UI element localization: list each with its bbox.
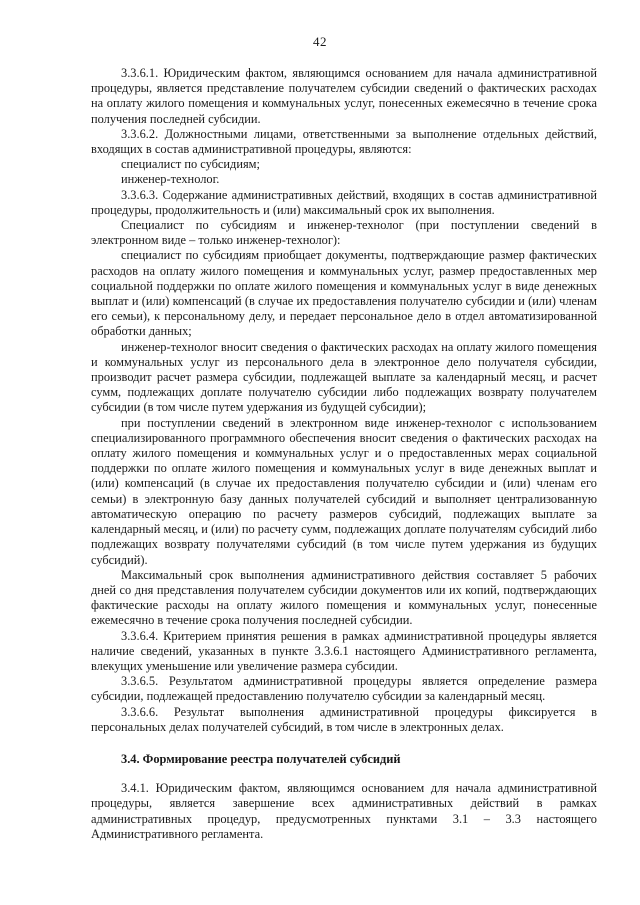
paragraph-engineer-duties: инженер-технолог вносит сведения о фактических расходах на оплату жилого помещения и коммунальных услуг из персонального дела в электронное дело получателя субсидии, производит расчет размера субсидии, подлежащей выплате за календарный месяц, и расчет сумм, подлежащих доплате получателю субсидии либо подлежащих возврату получателем субсидии (в том числе путем удержания из будущей субсидии); (91, 339, 597, 415)
paragraph-3-3-6-1: 3.3.6.1. Юридическим фактом, являющимся основанием для начала административной процедуры, является представление получателем субсидии сведений о фактических расходах на оплату жилого помещения и коммунальных услуг, понесенных ежемесячно в течение срока получения последней субсидии. (91, 66, 597, 126)
paragraph-3-3-6-3: 3.3.6.3. Содержание административных действий, входящих в состав административной процедуры, продолжительность и (или) максимальный срок их выполнения. (91, 187, 597, 217)
paragraph-3-4-1: 3.4.1. Юридическим фактом, являющимся основанием для начала административной процедуры, является завершение всех административных действий в рамках административных процедур, предусмотренных пунктами 3.1 – 3.3 настоящего Административного регламента. (91, 781, 597, 841)
paragraph-3-3-6-5: 3.3.6.5. Результатом административной процедуры является определение размера субсидии, подлежащей предоставлению получателю субсидии за календарный месяц. (91, 674, 597, 704)
paragraph-electronic-submission: при поступлении сведений в электронном виде инженер-технолог с использованием специализированного программного обеспечения вносит сведения о фактических расходах на оплату жилого помещения и коммунальных услуг и о предоставленных мерах социальной поддержки по оплате жилого помещения и коммунальных услуг в виде денежных выплат и (или) компенсаций (в случае их предоставления получателю субсидии и (или) членам его семьи) в электронную базу данных получателей субсидий и выполняет централизованную автоматическую операцию по расчету размеров субсидий, подлежащих выплате за календарный месяц, и (или) по расчету сумм, подлежащих доплате получателям субсидий либо подлежащих возврату получателями субсидий (в том числе путем удержания из будущих субсидий). (91, 415, 597, 567)
page-number: 42 (313, 34, 327, 49)
paragraph-specialist-duties: специалист по субсидиям приобщает документы, подтверждающие размер фактических расходов на оплату жилого помещения и коммунальных услуг, размер предоставленных мер социальной поддержки по оплате жилого помещения и коммунальных услуг в виде денежных выплат и (или) компенсаций (в случае их предоставления получателю субсидии и (или) членам его семьи), к персональному делу, и передает персональное дело в отдел автоматизированной обработки данных; (91, 248, 597, 339)
paragraph-3-3-6-2: 3.3.6.2. Должностными лицами, ответственными за выполнение отдельных действий, входящих в состав административной процедуры, являются: (91, 126, 597, 157)
list-item-engineer-technologist: инженер-технолог. (121, 172, 220, 187)
paragraph-3-3-6-4: 3.3.6.4. Критерием принятия решения в рамках административной процедуры является наличие сведений, указанных в пункте 3.3.6.1 настоящего Административного регламента, влекущих уменьшение или увеличение размера субсидии. (91, 628, 597, 673)
list-item-subsidy-specialist: специалист по субсидиям; (121, 157, 260, 172)
section-heading-3-4: 3.4. Формирование реестра получателей субсидий (121, 751, 401, 766)
paragraph-3-3-6-6: 3.3.6.6. Результат выполнения административной процедуры фиксируется в персональных делах получателей субсидий, в том числе в электронных делах. (91, 704, 597, 734)
paragraph-max-term: Максимальный срок выполнения административного действия составляет 5 рабочих дней со дня представления получателем субсидии документов или их копий, подтверждающих фактические расходы на оплату жилого помещения и коммунальных услуг, понесенные ежемесячно в течение срока получения последней субсидии. (91, 567, 597, 628)
paragraph-specialists-intro: Специалист по субсидиям и инженер-технолог (при поступлении сведений в электронном виде – только инженер-технолог): (91, 218, 597, 248)
page-content (91, 66, 597, 842)
